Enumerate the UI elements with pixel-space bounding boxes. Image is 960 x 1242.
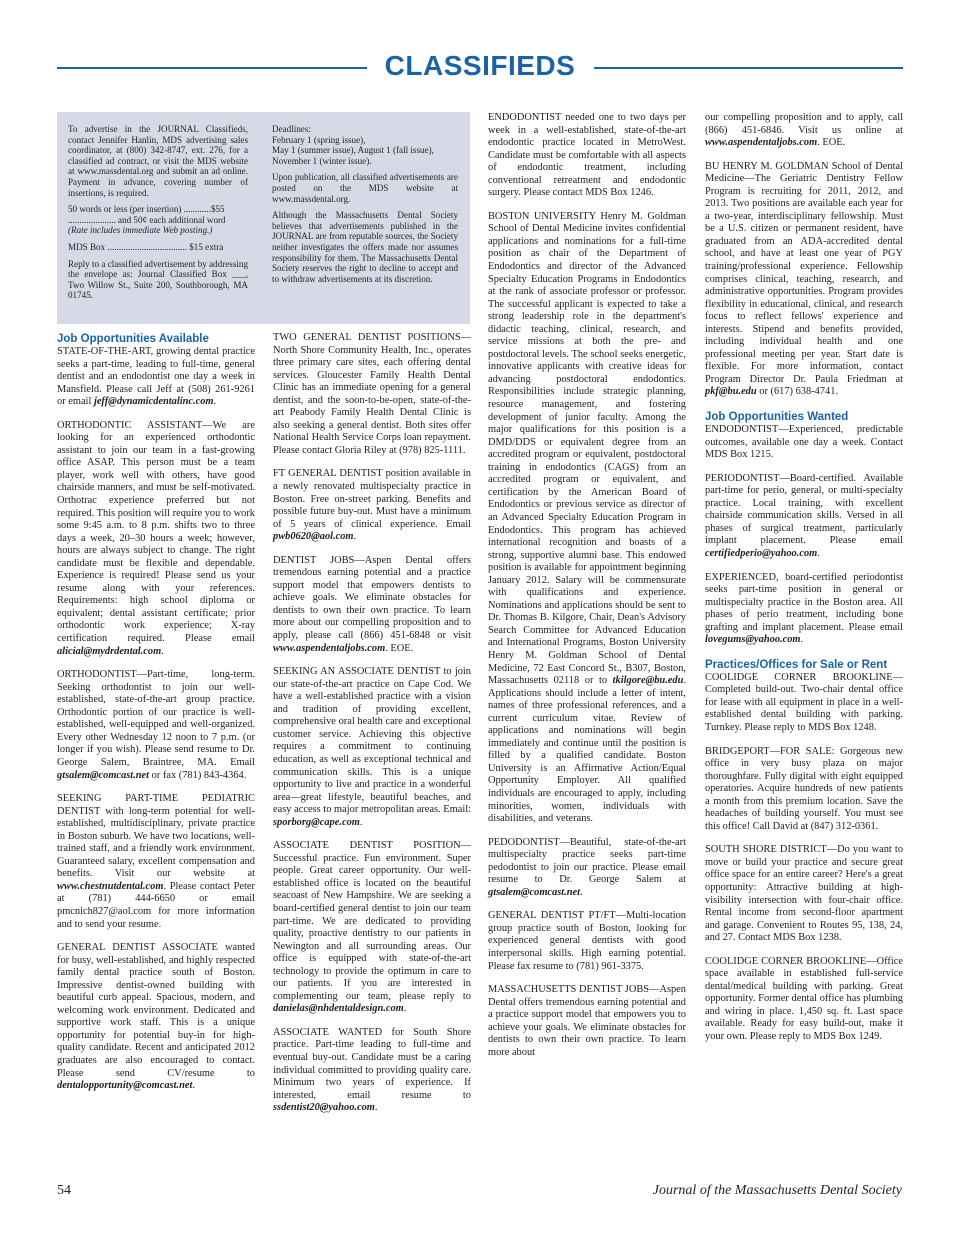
ad-tail: .: [359, 816, 363, 828]
ad-heading: COOLIDGE CORNER BROOKLINE: [705, 955, 867, 967]
ad-heading: COOLIDGE CORNER BROOKLINE: [705, 671, 893, 683]
ad-body: our compelling proposition and to apply, call (866) 451-6846. Visit us online at: [705, 112, 903, 136]
ad-heading: PERIODONTIST: [705, 472, 780, 484]
ad-tail: .: [403, 1003, 407, 1015]
info-box-fee: MDS Box ................................... $15 extra: [68, 241, 224, 252]
ad-body: needed one to two days per week in a well-established, state-of-the-art endodontic practice located in MetroWest. Candidate must be comfortable with all aspects of endodontic treatment, including conventional retreatment and endodontic surgery. Please contact MDS Box 1246.: [488, 112, 686, 199]
column-4: [705, 112, 903, 1055]
ad-body: —Multi-location group practice south of Boston, looking for experienced general dentists with good interpersonal skills. High earning potential. Please fax resume to (781) 961-3375.: [488, 910, 686, 972]
ad-heading: ASSOCIATE WANTED: [273, 1026, 383, 1038]
info-deadlines-1: February 1 (spring issue),: [272, 134, 366, 145]
journal-name: Journal of the Massachusetts Dental Society: [652, 1183, 902, 1198]
ad-heading: GENERAL DENTIST ASSOCIATE: [57, 942, 218, 954]
classified-ad: [57, 669, 255, 782]
section-practices-sale: Practices/Offices for Sale or Rent: [705, 658, 888, 671]
ad-contact-link[interactable]: sporborg@cape.com: [273, 816, 360, 828]
ad-heading: BRIDGEPORT: [705, 745, 770, 757]
info-reply: Reply to a classified advertisement by addressing the envelope as: Journal Classified Box ___, Two Willow St., Suite 200, Southborough, MA 01745.: [68, 258, 248, 301]
classified-ad: [705, 424, 903, 462]
classified-ad: [488, 112, 686, 200]
section-job-wanted: Job Opportunities Wanted: [705, 411, 849, 424]
ad-tail: . Applications should include a letter of intent, names of three professional references, and a current curriculum vitae. Review of applications and nominations will begin immediately and continue until the position is filled by a qualified candidate. Boston University is an Affirmative Action/Equal Opportunity Employer. All qualified individuals are encouraged to apply, including minorities, women, individuals with disabilities, and veterans.: [488, 675, 686, 825]
classified-ad: [57, 793, 255, 931]
ad-tail: . Please contact Peter at (781) 444-6650 or email pmcnich827@aol.com for more information and to send your resume.: [57, 880, 255, 930]
classified-ad: [57, 346, 255, 409]
info-deadlines-3: November 1 (winter issue).: [272, 155, 372, 166]
ad-heading: BOSTON UNIVERSITY: [488, 210, 596, 222]
ad-contact-link[interactable]: tkilgore@bu.edu: [612, 675, 684, 687]
ad-heading: SEEKING PART-TIME PEDIATRIC DENTIST: [57, 793, 255, 817]
col2-ads: [273, 332, 471, 1115]
classified-ad: [705, 112, 903, 150]
classified-ad: [488, 984, 686, 1059]
info-posting: Upon publication, all classified advertisements are posted on the MDS website at www.massdental.org.: [272, 172, 458, 204]
ad-body: —FOR SALE: Gorgeous new office in very busy plaza on major thoroughfare. Fully digital with eight equipped operatories. Acquire hundreds of new patients a month from this premium location. Save the headaches of building yourself. You must see this office! Call David at (847) 312-0361.: [705, 745, 903, 832]
info-disclaimer: Although the Massachusetts Dental Society believes that advertisements published in the JOURNAL are from reputable sources, the Society neither investigates the offers made nor assumes responsibility for them. The Massachusetts Dental Society reserves the right to decline to accept and to withdraw advertisements at its discretion.: [272, 210, 458, 284]
info-rate-note: (Rate includes immediate Web posting.): [68, 225, 213, 236]
ad-body: position available in a newly renovated multispecialty practice in Boston. Free on-street parking. Benefits and possible future buy-out. Must have a minimum of 5 years of clinical experience. Email: [273, 468, 471, 530]
info-box-right: [272, 124, 458, 290]
info-deadlines-title: Deadlines:: [272, 124, 311, 134]
classified-ad: [273, 555, 471, 655]
info-intro: To advertise in the JOURNAL Classifieds, contact Jennifer Hanlin, MDS advertising sales coordinator, at (800) 342-8747, ext. 276, for a classified ad contract, or visit the MDS website at www.massdental.org and submit an ad online. Payment in advance, covering number of insertions, is required.: [68, 124, 248, 198]
classified-ad: [273, 840, 471, 1016]
classified-ad: [488, 837, 686, 900]
header-rule-left: [57, 67, 367, 69]
info-box-left: [68, 124, 248, 307]
info-rate-2: ..................... and 50¢ each additional word: [68, 214, 226, 225]
page-title: CLASSIFIEDS: [384, 50, 576, 81]
col4-wanted-ads: [705, 424, 903, 647]
ad-body: Henry M. Goldman School of Dental Medicine invites confidential applications and nominations for a full-time position as chair of the Department of Endodontics and director of the Advanced Specialty Education Programs in Endodontics at the rank of associate professor or professor. The successful applicant is expected to take a strong leadership role in the department's didactic teaching, clinical, research, and service missions at both the pre- and postdoctoral levels. The school seeks energetic, innovative applicants with creative ideas for advancing postdoctoral endodontics. Responsibilities include strategic planning, resource management, and fostering development of junior faculty. Among the major qualifications for this position is a DMD/DDS or equivalent degree from an accredited program or equivalent, postdoctoral training in endodontics (CAGS) from an accredited program or equivalent, and certification by the American Board of Endodontics or previous service as director of an Advanced Specialty Education Program in Endodontics. This program has achieved international recognition and boasts of a strong, supportive alumni base. This endowed position is available for appointment beginning January 2012. Salary will be commensurate with qualifications and experience. Nominations and applications should be sent to Dr. Thomas B. Kilgore, Chair, Dean's Advisory Search Committee for Advanced Education and International Programs, Boston University Henry M. Goldman School of Dental Medicine, 72 East Concord St., B307, Boston, Massachusetts 02118 or to: [488, 210, 686, 687]
classified-ad: [57, 420, 255, 658]
ad-body: wanted for busy, well-established, and highly respected family dental practice south of Boston. Impressive dentist-owned building with beautiful curb appeal. Spacious, modern, and welcoming work environment. Dedicated and supportive work staff. This is a unique opportunity for potential buy-in for high-quality candidate. Recent and anticipated 2012 graduates are also encouraged to contact. Please send CV/resume to: [57, 942, 255, 1079]
ad-tail: .: [374, 1102, 378, 1114]
ad-tail: .: [192, 1080, 195, 1092]
ad-heading: ENDODONTIST: [488, 112, 562, 123]
ad-body: —Part-time, long-term. Seeking orthodontist to join our well-established, state-of-the-art group practice. Orthodontic portion of our practice is well-established, well-equipped and well-organized. Every other Wednesday 12 noon to 7 p.m. (or longer if you wish). Please send resume to Dr. George Salem, Braintree, MA. Email: [57, 669, 255, 768]
ad-contact-link[interactable]: pwb0620@aol.com: [273, 531, 354, 543]
classified-ad: [488, 211, 686, 826]
ad-heading: MASSACHUSETTS DENTIST JOBS: [488, 984, 650, 996]
ad-contact-link[interactable]: danielas@nhdentaldesign.com: [273, 1003, 404, 1015]
classified-ad: [705, 161, 903, 399]
ad-body: School of Dental Medicine—The Geriatric Dentistry Fellow Program is recruiting for 2011, 2012, and 2013. Two positions are available each year for a two-year, interdisciplinary fellowship. Must be a U.S. citizen or permanent resident, have graduated from an ADA-accredited dental school, and have at least one year of PGY training/professional experience. Fellowship comprises clinical, teaching, research, and administrative opportunities. Program provides flexibility in educational, clinical, and research focus to reflect fellows' experience and interests. Stipend and benefits provided, including individual health and one professional meeting per year. Start date is flexible. For more information, contact Program Director Dr. Paula Friedman at: [705, 160, 904, 385]
ad-tail: .: [817, 547, 820, 559]
ad-tail: . EOE.: [817, 137, 846, 149]
classified-ad: [57, 942, 255, 1093]
ad-body: —Beautiful, state-of-the-art multispecialty practice seeks part-time pedodontist to join our practice. Please email resume to Dr. George Salem at: [488, 836, 686, 886]
col1-ads: [57, 346, 255, 1093]
ad-heading: GENERAL DENTIST PT/FT: [488, 910, 616, 922]
col4-sale-ads: [705, 672, 903, 1044]
ad-contact-link[interactable]: alicial@mydrdental.com: [57, 645, 162, 657]
ad-heading: ORTHODONTIC ASSISTANT: [57, 419, 203, 431]
ad-body: for South Shore practice. Part-time leading to full-time and eventual buy-out. Candidate must be a caring individual committed to providing quality care. Minimum two years of experience. If interested, email resume to: [273, 1026, 471, 1101]
ad-tail: .: [800, 634, 804, 646]
ad-body: —Experienced, predictable outcomes, available one day a week. Contact MDS Box 1215.: [705, 424, 903, 461]
page-number: 54: [57, 1183, 71, 1198]
ad-contact-link[interactable]: gtsalem@comcast.net: [57, 769, 150, 781]
ad-heading: DENTIST JOBS: [273, 554, 355, 566]
classified-ad: [705, 572, 903, 647]
ad-body: —Aspen Dental offers tremendous earning potential and a practice support model that empowers you to achieve your goals. We eliminate obstacles for dentists to own their own practice. To learn more about: [488, 984, 686, 1058]
ad-body: —We are looking for an experienced orthodontic assistant to join our team in a fast-growing office ASAP. This person must be a team player, work well with others, have good chairside manners, and must be self-motivated. Orthotrac experience preferred but not required. This position will require you to work some 9:45 a.m. to 8 p.m. shifts two to three days a week, 20–30 hours a week; however, hours are always subject to change. The right candidate must be flexible and dependable. Experience is required! Please send us your resume along with your references. Requirements: high school diploma or equivalent; dental assistant certificate; prior orthodontic work experience; X-ray certification required. Please email: [57, 419, 255, 645]
ad-heading: SOUTH SHORE DISTRICT: [705, 844, 827, 856]
ad-heading: BU HENRY M. GOLDMAN: [705, 160, 829, 172]
classified-ad: [705, 746, 903, 834]
classified-ad: [488, 910, 686, 973]
ad-contact-link[interactable]: www.aspendentaljobs.com: [273, 642, 386, 654]
ad-contact-link[interactable]: lovegums@yahoo.com: [705, 634, 801, 646]
ad-contact-link[interactable]: dentalopportunity@comcast.net: [57, 1080, 193, 1092]
ad-body: —Completed build-out. Two-chair dental office for lease with all equipment in place in a well-established dental building with parking. Turnkey. Please reply to MDS Box 1248.: [705, 671, 903, 733]
ad-heading: STATE-OF-THE-ART,: [57, 346, 154, 357]
classified-ad: [273, 332, 471, 457]
ad-tail: or fax (781) 843-4364.: [149, 769, 247, 781]
ad-body: —Do you want to move or build your practice and secure great office space for an entire career? Here's a great opportunity: Attractive building at high-visibility intersection with four-chair office. Rental income from second-floor apartment and garage. Convenient to Routes 95, 138, 24, and 27. Contact MDS Box 1238.: [705, 844, 904, 944]
ad-body: —Office space available in established full-service dental/medical building with parking. Great opportunity. Former dental office has plumbing and wiring in place. 1,450 sq. ft. Last space available. Ready for easy build-out, make it your own. Please reply to MDS Box 1249.: [705, 955, 903, 1042]
classified-ad: [273, 666, 471, 829]
ad-body: —Successful practice. Fun environment. Super people. Great career opportunity. Our well-established office is located on the beautiful seacoast of New Hampshire. We are seeking a board-certified general dentist to join our team part-time. We are dedicated to providing quality, proactive dentistry to our patients in Newington and all surrounding areas. Our office is equipped with state-of-the-art technology to provide the optimum in care to our patients. If you are interested in complementing our team, please reply to: [273, 840, 471, 1002]
ad-body: to join our state-of-the-art practice on Cape Cod. We have a well-established practice with a vision and tradition of providing excellent, comprehensive oral health care and exceptional customer service. Achieving this objective requires a commitment to continuing education, as well as exceptional technical and communication skills. This is a unique opportunity to live and practice in a wonderful area—great lifestyle, beautiful beaches, and easy access to major metropolitan areas. Email:: [273, 666, 471, 816]
ad-tail: .: [580, 886, 583, 898]
ad-heading: EXPERIENCED,: [705, 571, 779, 583]
classified-ad: [273, 468, 471, 543]
column-3: [488, 112, 686, 1070]
ad-contact-link[interactable]: www.chestnutdental.com: [57, 880, 164, 892]
column-2: [273, 332, 471, 1126]
ad-contact-link[interactable]: www.aspendentaljobs.com: [705, 137, 818, 149]
ad-body: with long-term potential for well-established, multidisciplinary, private practice in Boston suburb. We have two locations, well-trained staff, and a friendly work environment. Guaranteed salary, excellent compensation and benefits. Visit our website at: [57, 805, 255, 880]
ad-heading: ENDODONTIST: [705, 424, 779, 436]
ad-heading: ASSOCIATE DENTIST POSITION: [273, 840, 461, 852]
classified-ad: [705, 844, 903, 944]
ad-contact-link[interactable]: gtsalem@comcast.net: [488, 886, 581, 898]
ad-heading: PEDODONTIST: [488, 836, 560, 848]
ad-heading: ORTHODONTIST: [57, 669, 137, 681]
ad-tail: .: [161, 645, 164, 657]
ad-tail: .: [213, 396, 217, 408]
ad-tail: .: [353, 531, 357, 543]
ad-heading: SEEKING AN ASSOCIATE DENTIST: [273, 666, 441, 678]
classified-ad: [705, 473, 903, 561]
ad-body: —Aspen Dental offers tremendous earning potential and a practice support model that empowers dentists to achieve goals. We eliminate obstacles for dentists to own their own practice. To learn more about our compelling proposition and to apply, please call (866) 451-6848 or visit: [273, 554, 471, 642]
header-rule-right: [594, 67, 903, 69]
info-rate-1: 50 words or less (per insertion) ............$55: [68, 204, 225, 215]
ad-contact-link[interactable]: certifiedperio@yahoo.com: [705, 547, 818, 559]
col3-ads: [488, 112, 686, 1059]
ad-heading: TWO GENERAL DENTIST POSITIONS: [273, 332, 461, 343]
col4-top-ads: [705, 112, 903, 399]
ad-body: —North Shore Community Health, Inc., operates three primary care sites, each offering dental services. Gloucester Family Health Dental Clinic has an immediate opening for a general dentist, and the soon-to-be-open, state-of-the-art Peabody Family Health Dental Clinic is also seeking a general dentist. Both sites offer National Health Service Corps loan repayment. Please contact Gloria Riley at (978) 825-1111.: [273, 332, 471, 456]
section-job-available: Job Opportunities Available: [57, 333, 209, 345]
ad-body: growing dental practice seeks a part-time, leading to full-time, general dentist and an endodontist one day a week in Mansfield. Please call Jeff at (508) 261-9261 or email: [57, 346, 255, 408]
classified-ad: [273, 1027, 471, 1115]
classified-ad: [705, 956, 903, 1044]
ad-heading: FT GENERAL DENTIST: [273, 468, 383, 480]
ad-contact-link[interactable]: pkf@bu.edu: [705, 386, 757, 398]
ad-contact-link[interactable]: ssdentist20@yahoo.com: [273, 1102, 375, 1114]
column-1: [57, 332, 255, 1104]
info-deadlines-2: May 1 (summer issue), August 1 (fall issue),: [272, 145, 434, 156]
ad-tail: . EOE.: [385, 642, 414, 654]
classified-ad: [705, 672, 903, 735]
ad-contact-link[interactable]: jeff@dynamicdentalinc.com: [93, 396, 214, 408]
ad-body: —Board-certified. Available part-time for perio, general, or multi-specialty practice. Local training, with excellent chairside communication skills. Versed in all phases of surgical treatment, particularly implant placement. Please email: [705, 472, 903, 547]
ad-tail: or (617) 638-4741.: [756, 386, 839, 398]
ad-body: board-certified periodontist seeks part-time position in general or multispecialty practice in the Boston area. All phases of perio treatment, including bone grafting and implant placement. Please email: [705, 571, 903, 633]
